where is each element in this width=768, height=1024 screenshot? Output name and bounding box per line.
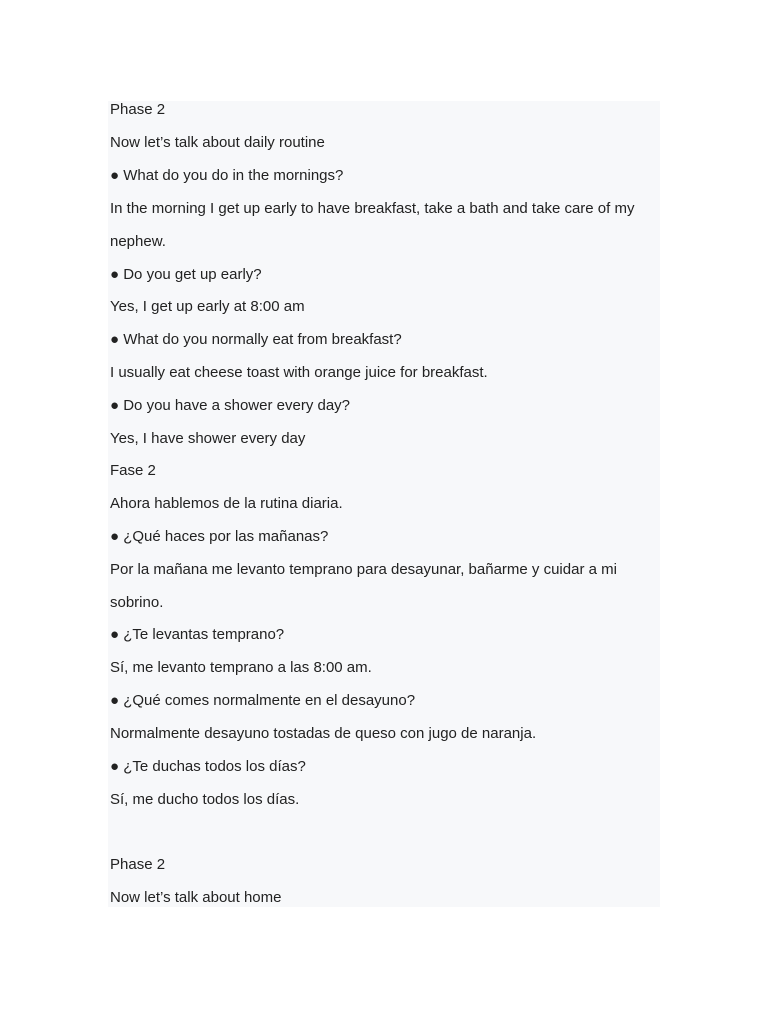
question-line: ● ¿Qué comes normalmente en el desayuno?	[110, 692, 416, 709]
question-line: ● Do you get up early?	[110, 266, 262, 283]
answer-line: Yes, I get up early at 8:00 am	[110, 298, 305, 315]
section-heading-fase: Fase 2	[110, 462, 156, 479]
question-line: ● What do you do in the mornings?	[110, 167, 344, 184]
answer-line-continued: sobrino.	[110, 594, 164, 611]
answer-line: Sí, me ducho todos los días.	[110, 791, 300, 808]
answer-line: Yes, I have shower every day	[110, 430, 306, 447]
answer-line: I usually eat cheese toast with orange juice for breakfast.	[110, 364, 488, 381]
question-line: ● ¿Qué haces por las mañanas?	[110, 528, 329, 545]
question-line: ● ¿Te levantas temprano?	[110, 626, 285, 643]
section-intro: Now let’s talk about home	[110, 889, 282, 906]
question-line: ● What do you normally eat from breakfast?	[110, 331, 402, 348]
section-intro: Ahora hablemos de la rutina diaria.	[110, 495, 343, 512]
question-line: ● Do you have a shower every day?	[110, 397, 351, 414]
answer-line: Normalmente desayuno tostadas de queso con jugo de naranja.	[110, 725, 537, 742]
section-heading-phase: Phase 2	[110, 101, 166, 118]
answer-line: In the morning I get up early to have breakfast, take a bath and take care of my	[110, 200, 635, 217]
section-heading-phase: Phase 2	[110, 856, 166, 873]
answer-line-continued: nephew.	[110, 233, 166, 250]
answer-line: Por la mañana me levanto temprano para desayunar, bañarme y cuidar a mi	[110, 561, 617, 578]
answer-line: Sí, me levanto temprano a las 8:00 am.	[110, 659, 372, 676]
section-intro: Now let’s talk about daily routine	[110, 134, 325, 151]
question-line: ● ¿Te duchas todos los días?	[110, 758, 306, 775]
